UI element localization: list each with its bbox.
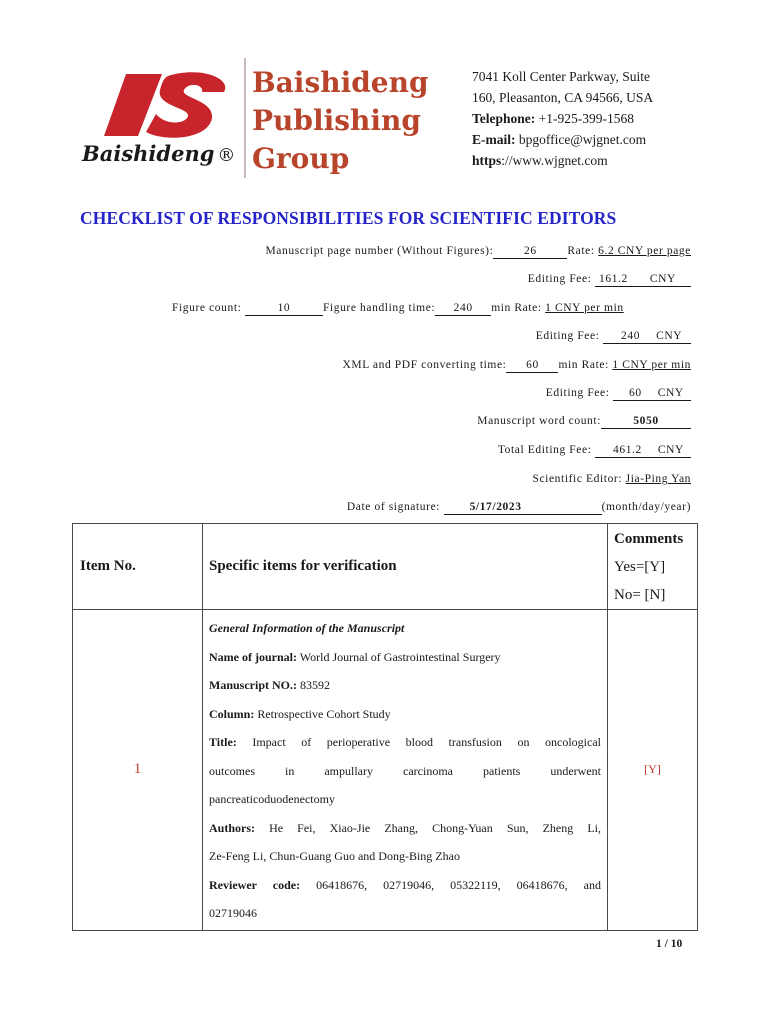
page-editing-fee-line: Editing Fee: 161.2 CNY xyxy=(528,273,691,287)
reviewer-field: Reviewer code: 06418676, 02719046, 05322119, 06418676, and xyxy=(209,877,602,892)
row-details xyxy=(203,610,608,931)
title-field-cont: outcomes in ampullary carcinoma patients underwent xyxy=(209,763,601,778)
logo-text-line3: Group xyxy=(252,142,350,175)
logo-wordmark: Baishideng ® xyxy=(82,141,236,166)
title-field-end: pancreaticoduodenectomy xyxy=(209,792,335,806)
page-count-value: 26 xyxy=(493,245,567,259)
page-number: 1 / 10 xyxy=(656,938,683,950)
authors-field: Authors: He Fei, Xiao-Jie Zhang, Chong-Yuan Sun, Zheng Li, xyxy=(209,820,601,835)
header-specific-items: Specific items for verification xyxy=(203,524,608,610)
editor-name: Jia-Ping Yan xyxy=(625,473,691,485)
table-header-row xyxy=(73,524,698,610)
figure-editing-fee-line: Editing Fee: 240 CNY xyxy=(536,330,691,344)
total-fee-line: Total Editing Fee: 461.2 CNY xyxy=(498,444,691,458)
logo-text-line1: Baishideng xyxy=(252,66,429,99)
xml-editing-fee-line: Editing Fee: 60 CNY xyxy=(546,387,691,401)
title-field: Title: Impact of perioperative blood transfusion on oncological xyxy=(209,735,601,749)
signature-date: 5/17/2023 xyxy=(444,501,602,515)
baishideng-logo-icon xyxy=(104,70,244,142)
row-comment: [Y] xyxy=(608,610,698,931)
address-telephone: Telephone: +1-925-399-1568 xyxy=(472,111,634,126)
checklist-table xyxy=(72,523,698,931)
header-item-no: Item No. xyxy=(73,524,203,610)
word-count-line: Manuscript word count: 5050 xyxy=(477,415,691,429)
address-line1: 7041 Koll Center Parkway, Suite xyxy=(472,69,650,84)
column-field: Column: Retrospective Cohort Study xyxy=(209,706,391,721)
table-row xyxy=(73,610,698,931)
address-website: https://www.wjgnet.com xyxy=(472,153,608,168)
publisher-address xyxy=(472,66,653,171)
header-comments: Comments Yes=[Y] No= [N] xyxy=(608,524,698,610)
document-title: CHECKLIST OF RESPONSIBILITIES FOR SCIENTIFIC EDITORS xyxy=(80,208,617,228)
publisher-logo xyxy=(82,58,429,183)
logo-text xyxy=(252,64,429,178)
editor-line: Scientific Editor: Jia-Ping Yan xyxy=(532,473,691,485)
address-email: E-mail: bpgoffice@wjgnet.com xyxy=(472,132,647,147)
figure-count-value: 10 xyxy=(245,302,323,316)
manuscript-page-line: Manuscript page number (Without Figures): 26 Rate: 6.2 CNY per page xyxy=(265,245,691,257)
reviewer-field-cont: 02719046 xyxy=(209,906,257,920)
logo-divider xyxy=(244,58,246,178)
journal-field: Name of journal: World Journal of Gastrointestinal Surgery xyxy=(209,649,501,664)
section-heading: General Information of the Manuscript xyxy=(209,621,405,635)
word-count-value: 5050 xyxy=(601,415,691,429)
figure-line: Figure count: 10 Figure handling time: 240 min Rate: 1 CNY per min xyxy=(172,302,624,314)
row-number: 1 xyxy=(73,610,203,931)
authors-field-cont: Ze-Feng Li, Chun-Guang Guo and Dong-Bing Zhao xyxy=(209,849,460,863)
total-fee-value: 461.2 xyxy=(613,444,642,456)
xml-pdf-line: XML and PDF converting time: 60 min Rate: 1 CNY per min xyxy=(342,359,691,371)
signature-date-line: Date of signature: 5/17/2023 (month/day/year) xyxy=(346,501,691,513)
logo-text-line2: Publishing xyxy=(252,104,421,137)
manuscript-no-field: Manuscript NO.: 83592 xyxy=(209,678,330,692)
address-line2: 160, Pleasanton, CA 94566, USA xyxy=(472,90,654,105)
